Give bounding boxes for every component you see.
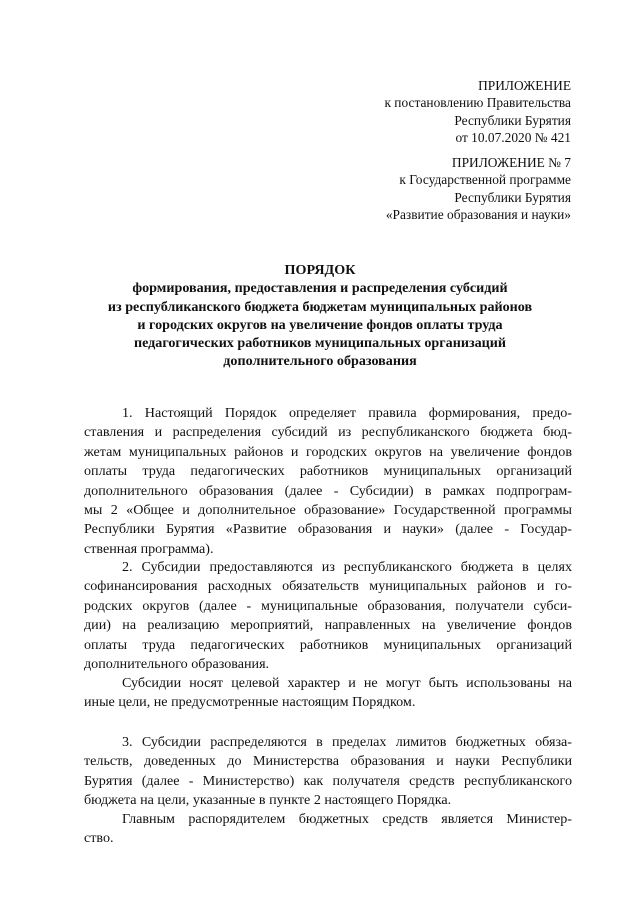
paragraph-line: бюджета на цели, указанные в пункте 2 настоящего Порядка. [84,792,452,809]
paragraph-line: тельств, доведенных до Министерства образования и науки Республики [84,753,572,770]
appendix-header [384,77,571,146]
paragraph-line: Бурятия (далее - Министерство) как получателя средств республиканского [84,772,572,789]
title-line-3: из республиканского бюджета бюджетам муниципальных районов [107,298,533,315]
appendix7-republic: Республики Бурятия [454,189,571,205]
appendix7-program-name: «Развитие образования и науки» [385,206,571,222]
paragraph-line: жетам муниципальных районов и городских округов на увеличение фондов [84,443,572,460]
title-line-2: формирования, предоставления и распределения субсидий [132,280,508,297]
paragraph-line: мы 2 «Общее и дополнительное образование» Государственной программы [84,502,572,519]
paragraph-line: 3. Субсидии распределяются в пределах лимитов бюджетных обяза- [122,734,572,750]
title-line-4: и городских округов на увеличение фондов оплаты труда [137,316,503,333]
paragraph-1 [84,404,572,559]
paragraph-line: иные цели, не предусмотренные настоящим Порядком. [84,694,416,711]
appendix7-header [386,154,571,223]
appendix-republic: Республики Бурятия [454,112,571,128]
paragraph-line: родских округов (далее - муниципальные образования, получатели субси- [84,597,572,614]
paragraph-line: Субсидии носят целевой характер и не могут быть использованы на [122,675,572,691]
paragraph-line: 1. Настоящий Порядок определяет правила формирования, предо- [122,405,572,421]
paragraph-line: Республики Бурятия «Развитие образования и науки» (далее - Государ- [84,521,572,538]
paragraph-line: дии) на реализацию мероприятий, направленных на увеличение фондов [84,617,572,634]
paragraph-line: дополнительного образования (далее - Субсидии) в рамках подпрограм- [84,482,572,499]
document-title [0,261,640,371]
title-line-5: педагогических работников муниципальных организаций [133,335,507,352]
appendix-label: ПРИЛОЖЕНИЕ [478,78,571,93]
paragraph-line: ство. [84,830,114,847]
title-line-6: дополнительного образования [223,353,417,370]
title-line-1: ПОРЯДОК [284,262,356,278]
appendix-resolution-ref: к постановлению Правительства [384,95,571,111]
paragraph-line: софинансирования расходных обязательств муниципальных районов и го- [84,578,572,595]
paragraph-line: ставления и распределения субсидий из республиканского бюджета бюд- [84,424,572,441]
appendix7-program-ref: к Государственной программе [399,172,571,188]
paragraph-2-continuation [84,674,572,713]
paragraph-2 [84,558,572,674]
paragraph-line: дополнительного образования. [84,656,270,673]
appendix7-label: ПРИЛОЖЕНИЕ № 7 [451,155,571,170]
paragraph-line: 2. Субсидии предоставляются из республиканского бюджета в целях [122,559,572,575]
appendix-date-number: от 10.07.2020 № 421 [455,129,571,145]
paragraph-line: ственная программа). [84,540,214,557]
paragraph-line: оплаты труда педагогических работников муниципальных организаций [84,463,572,480]
paragraph-3 [84,733,572,811]
paragraph-line: Главным распорядителем бюджетных средств является Министер- [122,811,572,827]
paragraph-line: оплаты труда педагогических работников муниципальных организаций [84,636,572,653]
paragraph-3-continuation [84,810,572,849]
